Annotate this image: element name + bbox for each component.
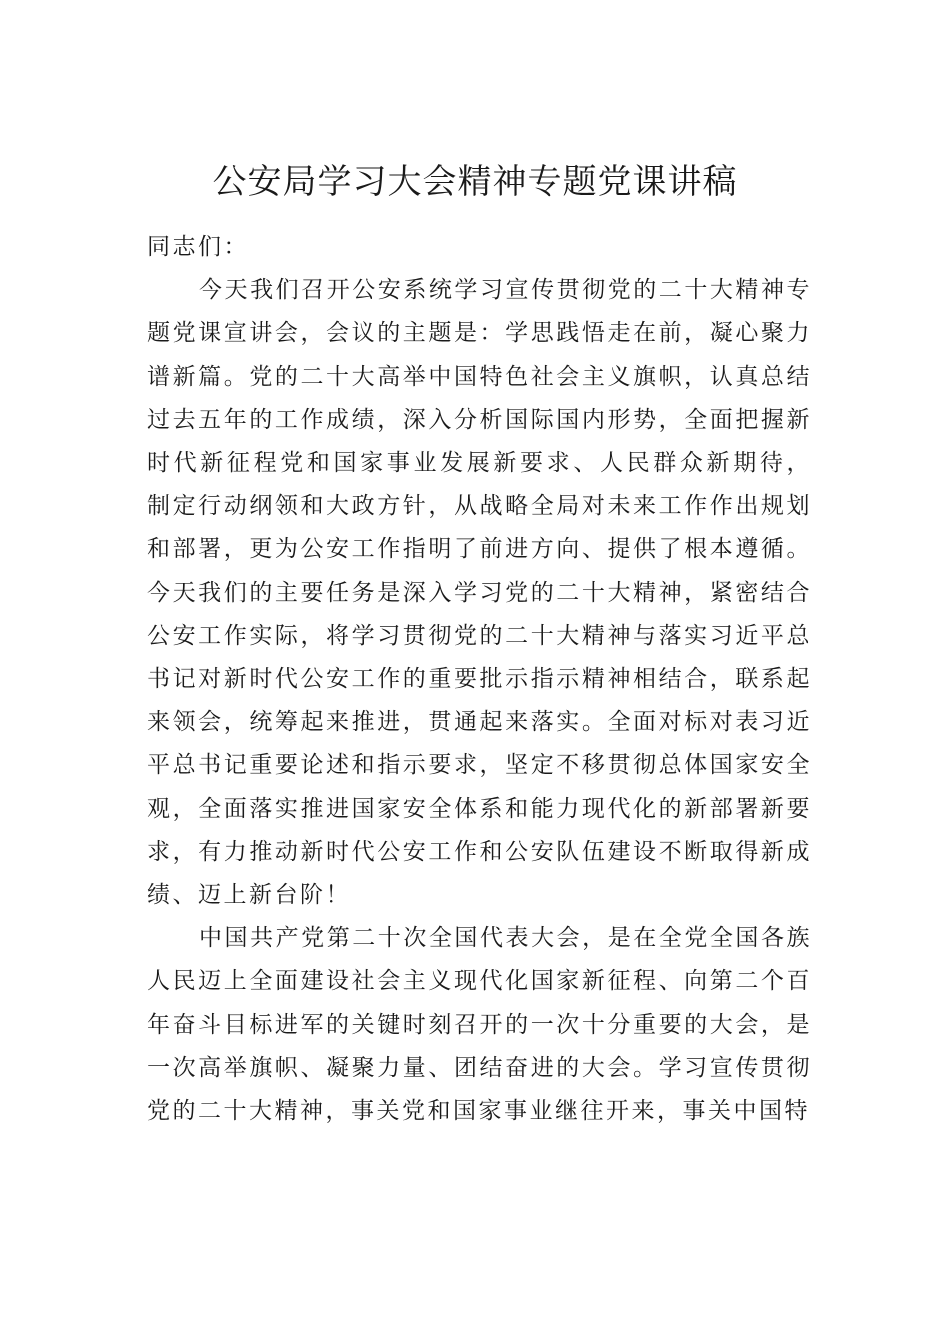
document-body xyxy=(147,222,812,1133)
document-title: 公安局学习大会精神专题党课讲稿 xyxy=(212,162,738,202)
paragraph-2: 中国共产党第二十次全国代表大会，是在全党全国各族人民迈上全面建设社会主义现代化国家新征程、向第二个百年奋斗目标进军的关键时刻召开的一次十分重要的大会，是一次高举旗帜、凝聚力量、团结奋进的大会。学习宣传贯彻党的二十大精神，事关党和国家事业继往开来，事关中国特 xyxy=(147,925,812,1125)
greeting: 同志们： xyxy=(147,234,249,260)
paragraph-1: 今天我们召开公安系统学习宣传贯彻党的二十大精神专题党课宣讲会，会议的主题是：学思践悟走在前，凝心聚力谱新篇。党的二十大高举中国特色社会主义旗帜，认真总结过去五年的工作成绩，深入分析国际国内形势，全面把握新时代新征程党和国家事业发展新要求、人民群众新期待， 制定行动纲领和大政方针，从战略全局对未来工作作出规划和部署，更为公安工作指明了前进方向、提供了根本遵循。 今天我们的主要任务是深入学习党的二十大精神，紧密结合公安工作实际，将学习贯彻党的二十大精神与落实习近平总书记对新时代公安工作的重要批示指示精神相结合，联系起来领会，统筹起来推进，贯通起来落实。全面对标对表习近平总书记重要论述和指示要求，坚定不移贯彻总体国家安全观，全面落实推进国家安全体系和能力现代化的新部署新要求，有力推动新时代公安工作和公安队伍建设不断取得新成绩、迈上新台阶！ xyxy=(147,277,812,909)
